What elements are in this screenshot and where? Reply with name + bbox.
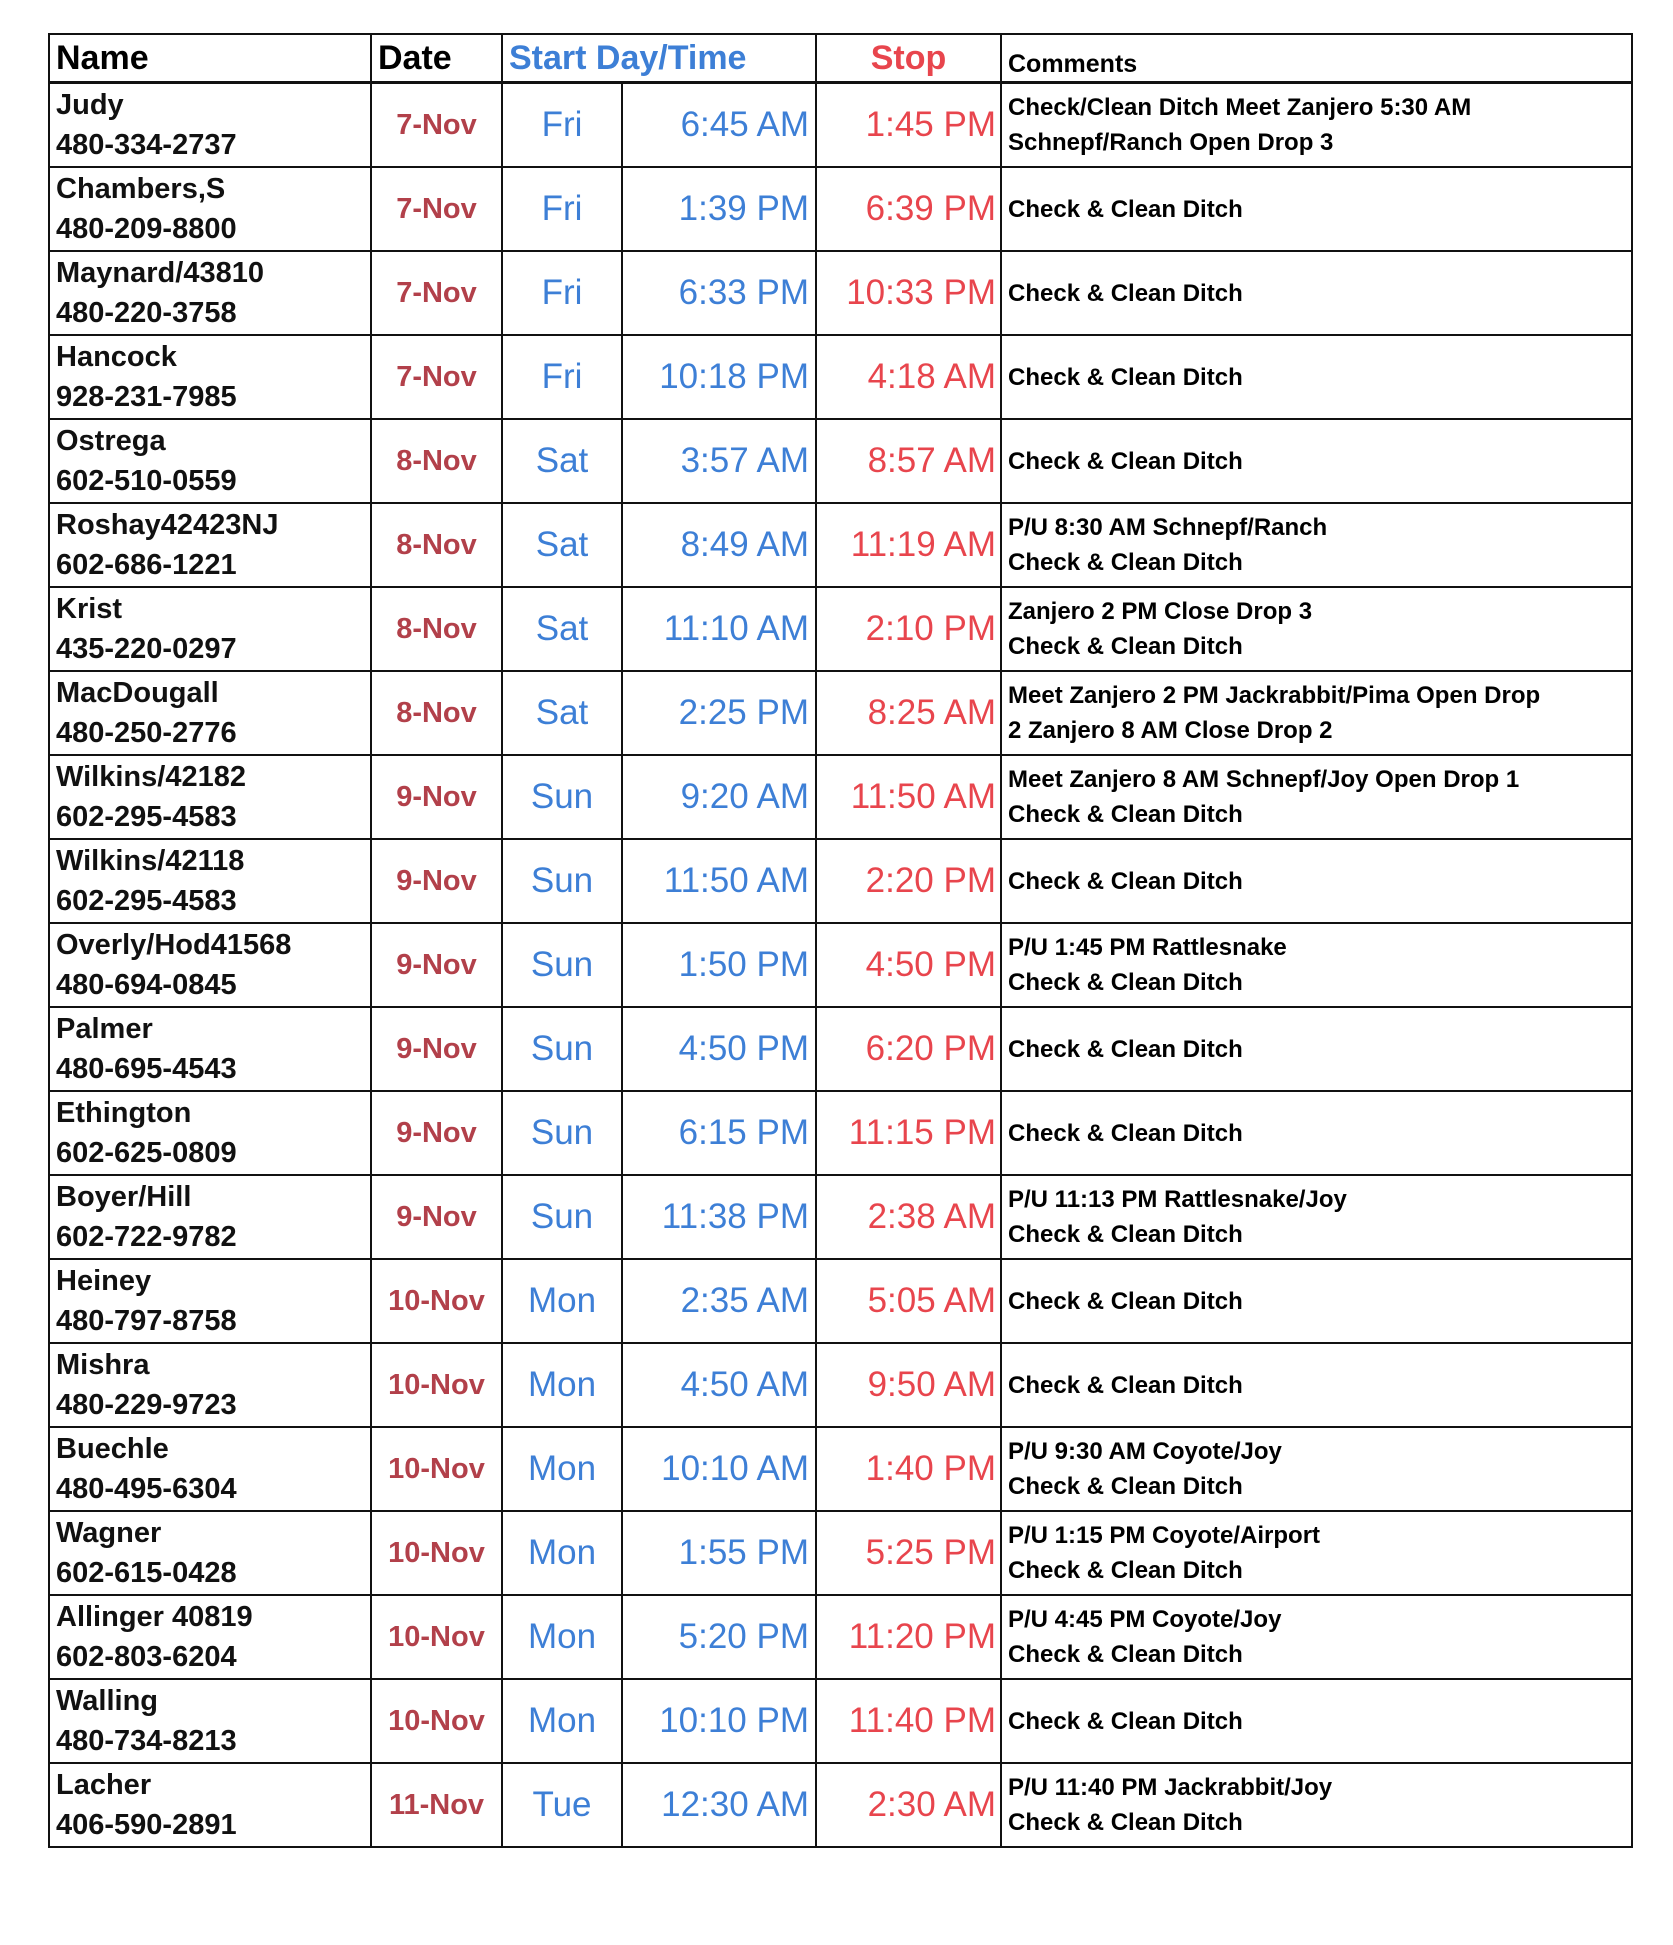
day-cell: Fri <box>502 335 622 419</box>
day-cell: Sat <box>502 671 622 755</box>
stop-time-cell: 11:15 PM <box>816 1091 1001 1175</box>
table-row <box>49 251 1632 335</box>
start-time-cell: 3:57 AM <box>622 419 816 503</box>
comment-cell <box>1001 503 1632 587</box>
date-cell: 10-Nov <box>371 1343 502 1427</box>
comment-cell <box>1001 335 1632 419</box>
stop-time-cell: 6:20 PM <box>816 1007 1001 1091</box>
comment-line: P/U 11:40 PM Jackrabbit/Joy <box>1008 1774 1333 1801</box>
phone-number: 480-694-0845 <box>56 969 237 1001</box>
header-name: Name <box>49 34 371 83</box>
person-name: Chambers,S <box>56 173 226 205</box>
phone-number: 480-495-6304 <box>56 1473 237 1505</box>
stop-time-cell: 8:25 AM <box>816 671 1001 755</box>
date-cell: 8-Nov <box>371 671 502 755</box>
phone-number: 602-625-0809 <box>56 1137 237 1169</box>
start-time-cell: 6:33 PM <box>622 251 816 335</box>
person-name: Ostrega <box>56 425 166 457</box>
comment-cell <box>1001 1175 1632 1259</box>
phone-number: 480-734-8213 <box>56 1725 237 1757</box>
table-row <box>49 755 1632 839</box>
person-name: Roshay42423NJ <box>56 509 279 541</box>
person-name: Allinger 40819 <box>56 1601 253 1633</box>
day-cell: Sat <box>502 503 622 587</box>
date-cell: 10-Nov <box>371 1259 502 1343</box>
date-cell: 10-Nov <box>371 1511 502 1595</box>
comment-line: Check & Clean Ditch <box>1008 1287 1243 1315</box>
comment-line: Check & Clean Ditch <box>1008 1557 1243 1584</box>
comment-line: Check & Clean Ditch <box>1008 1221 1243 1248</box>
person-name: Ethington <box>56 1097 192 1129</box>
start-time-cell: 2:25 PM <box>622 671 816 755</box>
person-name: MacDougall <box>56 677 219 709</box>
day-cell: Sat <box>502 419 622 503</box>
comment-cell <box>1001 83 1632 168</box>
name-cell <box>49 1175 371 1259</box>
comment-line: Check & Clean Ditch <box>1008 447 1243 475</box>
name-cell <box>49 419 371 503</box>
comment-cell <box>1001 1511 1632 1595</box>
date-cell: 9-Nov <box>371 839 502 923</box>
stop-time-cell: 1:45 PM <box>816 83 1001 168</box>
table-row <box>49 1595 1632 1679</box>
phone-number: 406-590-2891 <box>56 1809 237 1841</box>
day-cell: Mon <box>502 1343 622 1427</box>
day-cell: Tue <box>502 1763 622 1847</box>
stop-time-cell: 5:25 PM <box>816 1511 1001 1595</box>
table-row <box>49 1091 1632 1175</box>
stop-time-cell: 4:18 AM <box>816 335 1001 419</box>
name-cell <box>49 83 371 168</box>
comment-cell <box>1001 1595 1632 1679</box>
table-row <box>49 671 1632 755</box>
person-name: Wagner <box>56 1517 162 1549</box>
day-cell: Mon <box>502 1679 622 1763</box>
day-cell: Sun <box>502 1091 622 1175</box>
stop-time-cell: 9:50 AM <box>816 1343 1001 1427</box>
comment-line: P/U 11:13 PM Rattlesnake/Joy <box>1008 1186 1347 1213</box>
day-cell: Fri <box>502 83 622 168</box>
person-name: Wilkins/42182 <box>56 761 246 793</box>
stop-time-cell: 11:50 AM <box>816 755 1001 839</box>
start-time-cell: 1:55 PM <box>622 1511 816 1595</box>
comment-cell <box>1001 1679 1632 1763</box>
comment-cell <box>1001 755 1632 839</box>
stop-time-cell: 11:20 PM <box>816 1595 1001 1679</box>
comment-line: Check & Clean Ditch <box>1008 1119 1243 1147</box>
comment-line: Check & Clean Ditch <box>1008 1809 1243 1836</box>
comment-cell <box>1001 1427 1632 1511</box>
table-row <box>49 1259 1632 1343</box>
date-cell: 9-Nov <box>371 1175 502 1259</box>
name-cell <box>49 1679 371 1763</box>
comment-cell <box>1001 1259 1632 1343</box>
date-cell: 7-Nov <box>371 167 502 251</box>
name-cell <box>49 1595 371 1679</box>
person-name: Mishra <box>56 1349 150 1381</box>
comment-line: Check & Clean Ditch <box>1008 279 1243 307</box>
name-cell <box>49 1007 371 1091</box>
start-time-cell: 11:10 AM <box>622 587 816 671</box>
day-cell: Mon <box>502 1595 622 1679</box>
phone-number: 480-229-9723 <box>56 1389 237 1421</box>
start-time-cell: 4:50 PM <box>622 1007 816 1091</box>
date-cell: 8-Nov <box>371 503 502 587</box>
comment-cell <box>1001 587 1632 671</box>
start-time-cell: 11:38 PM <box>622 1175 816 1259</box>
comment-cell <box>1001 839 1632 923</box>
stop-time-cell: 11:19 AM <box>816 503 1001 587</box>
person-name: Maynard/43810 <box>56 257 264 289</box>
table-row <box>49 1007 1632 1091</box>
date-cell: 9-Nov <box>371 755 502 839</box>
comment-cell <box>1001 419 1632 503</box>
start-time-cell: 10:18 PM <box>622 335 816 419</box>
date-cell: 10-Nov <box>371 1427 502 1511</box>
day-cell: Fri <box>502 251 622 335</box>
comment-line: Check/Clean Ditch Meet Zanjero 5:30 AM <box>1008 94 1472 121</box>
comment-line: P/U 4:45 PM Coyote/Joy <box>1008 1606 1282 1633</box>
comment-cell <box>1001 1091 1632 1175</box>
start-time-cell: 10:10 AM <box>622 1427 816 1511</box>
stop-time-cell: 2:20 PM <box>816 839 1001 923</box>
phone-number: 602-722-9782 <box>56 1221 237 1253</box>
table-row <box>49 1175 1632 1259</box>
stop-time-cell: 10:33 PM <box>816 251 1001 335</box>
name-cell <box>49 671 371 755</box>
day-cell: Sat <box>502 587 622 671</box>
comment-line: 2 Zanjero 8 AM Close Drop 2 <box>1008 717 1333 744</box>
name-cell <box>49 839 371 923</box>
comment-line: Check & Clean Ditch <box>1008 1035 1243 1063</box>
start-time-cell: 6:15 PM <box>622 1091 816 1175</box>
person-name: Buechle <box>56 1433 169 1465</box>
date-cell: 11-Nov <box>371 1763 502 1847</box>
name-cell <box>49 503 371 587</box>
person-name: Lacher <box>56 1769 152 1801</box>
header-stop: Stop <box>816 34 1001 83</box>
day-cell: Sun <box>502 755 622 839</box>
name-cell <box>49 1511 371 1595</box>
header-row <box>49 34 1632 83</box>
start-time-cell: 4:50 AM <box>622 1343 816 1427</box>
comment-line: P/U 1:15 PM Coyote/Airport <box>1008 1522 1321 1549</box>
table-row <box>49 1679 1632 1763</box>
name-cell <box>49 923 371 1007</box>
person-name: Overly/Hod41568 <box>56 929 292 961</box>
comment-line: Check & Clean Ditch <box>1008 549 1243 576</box>
comment-cell <box>1001 251 1632 335</box>
start-time-cell: 2:35 AM <box>622 1259 816 1343</box>
name-cell <box>49 1259 371 1343</box>
phone-number: 602-615-0428 <box>56 1557 237 1589</box>
table-row <box>49 83 1632 168</box>
schedule-table <box>48 33 1633 1848</box>
start-time-cell: 8:49 AM <box>622 503 816 587</box>
comment-line: Schnepf/Ranch Open Drop 3 <box>1008 129 1334 156</box>
comment-cell <box>1001 923 1632 1007</box>
day-cell: Mon <box>502 1259 622 1343</box>
phone-number: 480-250-2776 <box>56 717 237 749</box>
phone-number: 602-803-6204 <box>56 1641 237 1673</box>
date-cell: 8-Nov <box>371 419 502 503</box>
person-name: Palmer <box>56 1013 153 1045</box>
comment-line: Check & Clean Ditch <box>1008 801 1243 828</box>
name-cell <box>49 1343 371 1427</box>
table-row <box>49 839 1632 923</box>
person-name: Wilkins/42118 <box>56 845 245 877</box>
start-time-cell: 6:45 AM <box>622 83 816 168</box>
name-cell <box>49 755 371 839</box>
date-cell: 7-Nov <box>371 335 502 419</box>
phone-number: 602-295-4583 <box>56 885 237 917</box>
day-cell: Sun <box>502 1175 622 1259</box>
table-row <box>49 923 1632 1007</box>
name-cell <box>49 335 371 419</box>
table-row <box>49 587 1632 671</box>
day-cell: Mon <box>502 1511 622 1595</box>
table-row <box>49 1427 1632 1511</box>
date-cell: 9-Nov <box>371 1091 502 1175</box>
name-cell <box>49 251 371 335</box>
comment-line: Check & Clean Ditch <box>1008 1707 1243 1735</box>
phone-number: 435-220-0297 <box>56 633 237 665</box>
day-cell: Mon <box>502 1427 622 1511</box>
comment-line: Check & Clean Ditch <box>1008 867 1243 895</box>
comment-line: Meet Zanjero 2 PM Jackrabbit/Pima Open Drop <box>1008 682 1541 709</box>
header-comments: Comments <box>1001 34 1632 83</box>
stop-time-cell: 4:50 PM <box>816 923 1001 1007</box>
name-cell <box>49 1091 371 1175</box>
phone-number: 480-695-4543 <box>56 1053 237 1085</box>
comment-line: P/U 8:30 AM Schnepf/Ranch <box>1008 514 1328 541</box>
comment-line: Check & Clean Ditch <box>1008 633 1243 660</box>
date-cell: 9-Nov <box>371 923 502 1007</box>
phone-number: 602-510-0559 <box>56 465 237 497</box>
phone-number: 602-295-4583 <box>56 801 237 833</box>
stop-time-cell: 5:05 AM <box>816 1259 1001 1343</box>
start-time-cell: 10:10 PM <box>622 1679 816 1763</box>
date-cell: 10-Nov <box>371 1595 502 1679</box>
start-time-cell: 1:50 PM <box>622 923 816 1007</box>
phone-number: 480-220-3758 <box>56 297 237 329</box>
table-row <box>49 1343 1632 1427</box>
stop-time-cell: 1:40 PM <box>816 1427 1001 1511</box>
day-cell: Sun <box>502 839 622 923</box>
phone-number: 602-686-1221 <box>56 549 237 581</box>
phone-number: 480-797-8758 <box>56 1305 237 1337</box>
header-date: Date <box>371 34 502 83</box>
date-cell: 8-Nov <box>371 587 502 671</box>
name-cell <box>49 167 371 251</box>
day-cell: Sun <box>502 923 622 1007</box>
phone-number: 480-209-8800 <box>56 213 237 245</box>
start-time-cell: 11:50 AM <box>622 839 816 923</box>
stop-time-cell: 8:57 AM <box>816 419 1001 503</box>
phone-number: 480-334-2737 <box>56 129 237 161</box>
table-row <box>49 335 1632 419</box>
day-cell: Sun <box>502 1007 622 1091</box>
stop-time-cell: 11:40 PM <box>816 1679 1001 1763</box>
start-time-cell: 12:30 AM <box>622 1763 816 1847</box>
comment-cell <box>1001 671 1632 755</box>
comment-line: Meet Zanjero 8 AM Schnepf/Joy Open Drop 1 <box>1008 766 1520 793</box>
stop-time-cell: 2:38 AM <box>816 1175 1001 1259</box>
name-cell <box>49 1763 371 1847</box>
comment-line: P/U 1:45 PM Rattlesnake <box>1008 934 1287 961</box>
start-time-cell: 5:20 PM <box>622 1595 816 1679</box>
person-name: Hancock <box>56 341 177 373</box>
start-time-cell: 1:39 PM <box>622 167 816 251</box>
phone-number: 928-231-7985 <box>56 381 237 413</box>
comment-line: Check & Clean Ditch <box>1008 1641 1243 1668</box>
person-name: Boyer/Hill <box>56 1181 192 1213</box>
stop-time-cell: 6:39 PM <box>816 167 1001 251</box>
table-row <box>49 503 1632 587</box>
comment-cell <box>1001 1343 1632 1427</box>
day-cell: Fri <box>502 167 622 251</box>
table-row <box>49 1763 1632 1847</box>
stop-time-cell: 2:30 AM <box>816 1763 1001 1847</box>
comment-line: Check & Clean Ditch <box>1008 1473 1243 1500</box>
comment-line: Check & Clean Ditch <box>1008 363 1243 391</box>
table-row <box>49 167 1632 251</box>
date-cell: 7-Nov <box>371 83 502 168</box>
comment-cell <box>1001 1763 1632 1847</box>
name-cell <box>49 1427 371 1511</box>
comment-line: Check & Clean Ditch <box>1008 969 1243 996</box>
date-cell: 10-Nov <box>371 1679 502 1763</box>
comment-cell <box>1001 1007 1632 1091</box>
person-name: Krist <box>56 593 123 625</box>
start-time-cell: 9:20 AM <box>622 755 816 839</box>
name-cell <box>49 587 371 671</box>
stop-time-cell: 2:10 PM <box>816 587 1001 671</box>
date-cell: 9-Nov <box>371 1007 502 1091</box>
comment-line: Zanjero 2 PM Close Drop 3 <box>1008 598 1313 625</box>
header-start: Start Day/Time <box>502 34 816 83</box>
comment-line: Check & Clean Ditch <box>1008 195 1243 223</box>
table-row <box>49 419 1632 503</box>
date-cell: 7-Nov <box>371 251 502 335</box>
person-name: Walling <box>56 1685 159 1717</box>
comment-cell <box>1001 167 1632 251</box>
comment-line: P/U 9:30 AM Coyote/Joy <box>1008 1438 1282 1465</box>
person-name: Heiney <box>56 1265 152 1297</box>
table-row <box>49 1511 1632 1595</box>
person-name: Judy <box>56 89 124 121</box>
comment-line: Check & Clean Ditch <box>1008 1371 1243 1399</box>
